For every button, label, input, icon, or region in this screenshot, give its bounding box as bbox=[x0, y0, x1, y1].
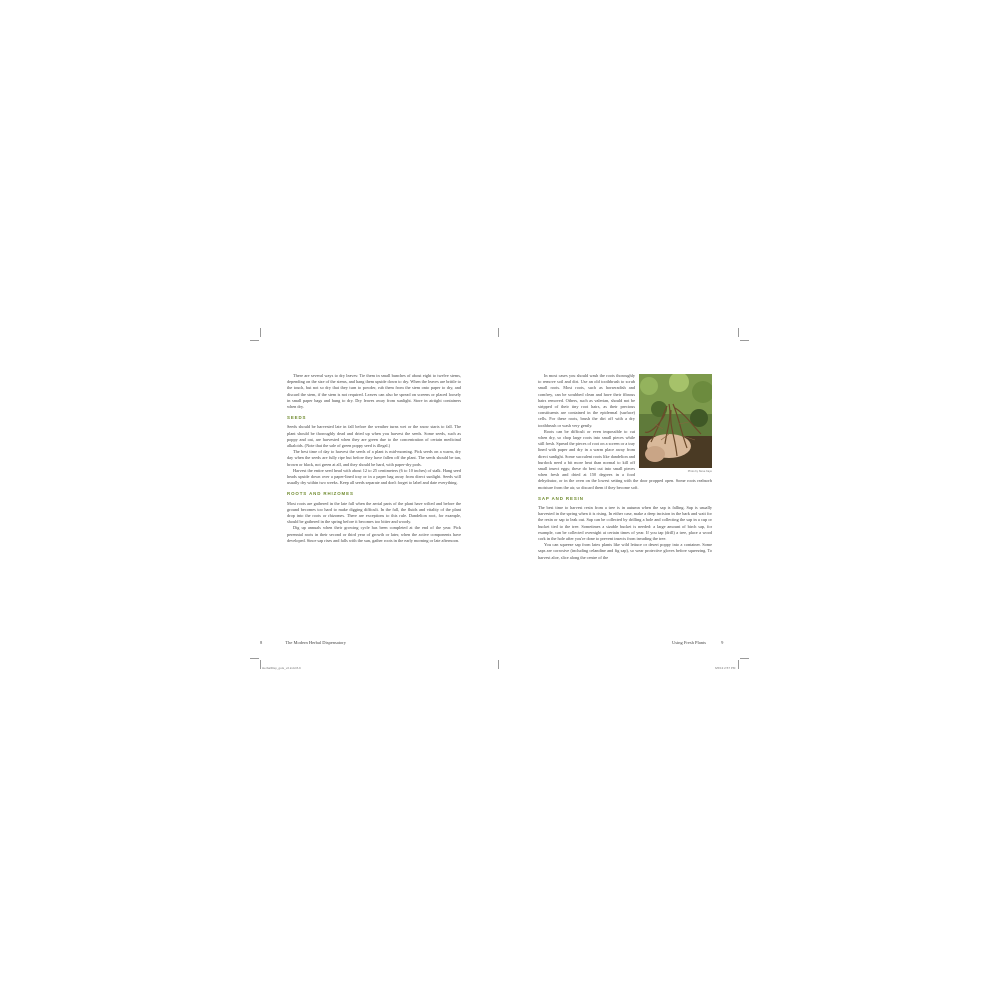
crop-mark bbox=[740, 340, 749, 341]
paragraph-seeds-1: Seeds should be harvested late in fall before the weather turns wet or the snow starts to fall. The plant should be thoroughly dead and dried up when you harvest the seeds. Some seeds, such as poppy and oat, are harvested when they are green due to the concentration of certain medicinal alkaloids. (Note that the sale of green poppy seed is illegal.) bbox=[287, 424, 461, 449]
crop-mark bbox=[260, 660, 261, 669]
right-page-body bbox=[538, 373, 712, 561]
running-title-left: The Modern Herbal Dispensatory bbox=[285, 640, 346, 645]
slug-left: HerbalDisp_guts_v2.indd 8-9 bbox=[262, 666, 301, 670]
left-page-body bbox=[287, 373, 461, 544]
root-photo bbox=[639, 374, 712, 468]
paragraph-cutting-roots: Roots can be difficult or even impossible to cut when dry, so chop large roots into small pieces while still fresh. Spread the pieces of root on a screen or a tray lined with paper and dry in a warm place away from direct sunlight. Some succulent roots like dandelion and burdock need a bit more heat than normal to kill off small insect eggs; these do best cut into small pieces when fresh and dried at 150 degrees in a food dehydrator, or in the oven on the lowest setting with the door propped open. Some roots reabsorb moisture from the air, so discard them if they become soft. bbox=[538, 428, 712, 490]
crop-mark bbox=[740, 658, 749, 659]
page-number-left: 8 bbox=[260, 640, 263, 645]
crop-mark bbox=[260, 328, 261, 337]
paragraph-sap-2: You can squeeze sap from latex plants like wild lettuce or desert poppy into a container. Some saps are corrosive (including celandine and fig sap), so wear protective gloves before squeezing. To harvest aloe, slice along the centre of the bbox=[538, 542, 712, 560]
paragraph-seeds-2: The best time of day to harvest the seeds of a plant is mid-morning. Pick seeds on a warm, dry day when the seeds are fully ripe but before they have fallen off the plant. The seeds should be tan, brown or black, not green at all, and they should be hard, with paper-dry pods. bbox=[287, 449, 461, 467]
paragraph-seeds-3: Harvest the entire seed head with about 12 to 25 centimeters (6 to 10 inches) of stalk. Hang seed heads upside down over a paper-lined tray or in a paper bag away from direct sunlight. Seeds will usually dry within two weeks. Keep all seeds separate and don't forget to label and date everything. bbox=[287, 467, 461, 486]
paragraph-roots-2: Dig up annuals when their growing cycle has been completed at the end of the year. Pick perennial roots in their second or third year of growth or later, when the active components have developed. Since sap rises and falls with the sun, gather roots in the early morning or late afternoon. bbox=[287, 525, 461, 543]
right-footer bbox=[672, 640, 723, 646]
page-number-right: 9 bbox=[721, 640, 724, 645]
paragraph-roots-1: Most roots are gathered in the late fall when the aerial parts of the plant have wilted and before the ground becomes too hard to make digging difficult. In the fall, the fluids and vitality of the plant drop into the roots or rhizomes. There are exceptions to this rule. Dandelion root, for example, should be gathered in the spring before it becomes too bitter and woody. bbox=[287, 500, 461, 525]
running-title-right: Using Fresh Plants bbox=[672, 640, 707, 645]
left-footer bbox=[260, 640, 346, 646]
paragraph-drying-leaves: There are several ways to dry leaves: Tie them in small bunches of about eight to twelve stems, depending on the size of the stems, and hang them upside down to dry. When the leaves are brittle to the touch, but not so dry that they turn to powder, rub them from the stem onto paper to dry, and discard the stem, if the stem is not required. Leaves can also be spread on screens or placed loosely in small paper bags and hung to dry. Dry leaves away from sunlight. Store in airtight containers when dry. bbox=[287, 373, 461, 410]
photo-credit: Photo by Steve Kaye bbox=[687, 470, 712, 473]
root-photo-figure bbox=[639, 374, 712, 473]
heading-sap-resin: SAP AND RESIN bbox=[538, 495, 584, 501]
crop-mark bbox=[250, 340, 259, 341]
paragraph-washing-roots: In most cases you should wash the roots thoroughly to remove soil and dirt. Use an old toothbrush to scrub small roots. Most roots, such as horseradish and comfrey, can be scrubbed clean and have their fibrous hairs removed. Others, such as valerian, should not be stripped of their tiny root hairs, as their precious constituents are contained in the epidermal (surface) cells. For these roots, brush the dirt off with a dry toothbrush or wash very gently. bbox=[538, 373, 635, 428]
crop-mark bbox=[498, 328, 499, 337]
heading-roots: ROOTS AND RHIZOMES bbox=[287, 491, 354, 497]
paragraph-sap-1: The best time to harvest resin from a tree is in autumn when the sap is falling. Sap is usually harvested in the spring when it is rising. In either case, make a deep incision in the bark and wait for the resin or sap to leak out. Sap can be collected by drilling a hole and collecting the sap in a cup or bucket tied to the tree. Sometimes a sizable bucket is needed: a large amount of birch sap, for example, can be collected overnight at certain times of year. If you tap (drill) a tree, place a wood cork in the hole after you're done to prevent insects from invading the tree. bbox=[538, 505, 712, 542]
heading-seeds: SEEDS bbox=[287, 415, 307, 421]
crop-mark bbox=[738, 660, 739, 669]
crop-mark bbox=[738, 328, 739, 337]
crop-mark bbox=[498, 660, 499, 669]
slug-right: 6/6/13 2:57 PM bbox=[715, 666, 736, 670]
crop-mark bbox=[250, 658, 259, 659]
